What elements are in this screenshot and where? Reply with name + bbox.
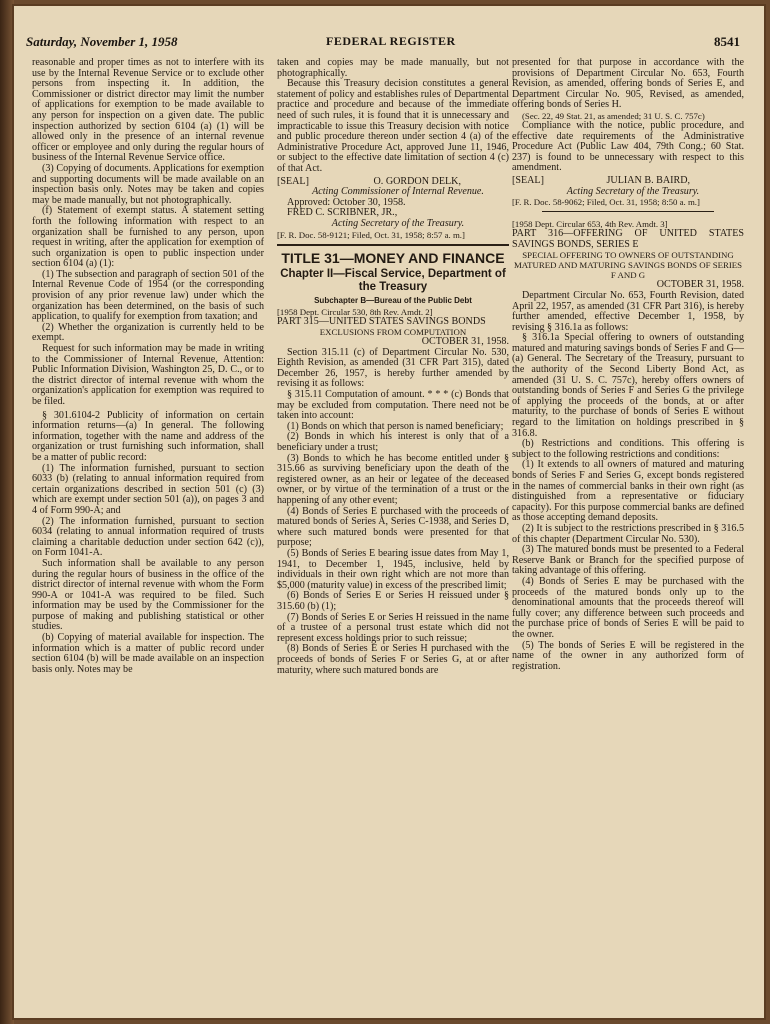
list-item: (6) Bonds of Series E or Series H reissued under § 315.60 (b) (1); bbox=[277, 590, 509, 612]
paragraph: (f) Statement of exempt status. A statement setting forth the following information with respect to an organization shall be furnished to any person, upon request in writing, after the application for exemption of such organization is open to public inspection under section 6104 (a) (1): bbox=[32, 205, 264, 270]
column-1 bbox=[32, 58, 264, 675]
paragraph: (b) Restrictions and conditions. This offering is subject to the following restrictions and conditions: bbox=[512, 438, 744, 460]
sub-heading: SPECIAL OFFERING TO OWNERS OF OUTSTANDING MATURED AND MATURING SAVINGS BONDS OF SERIES F AND G bbox=[513, 250, 743, 281]
list-item: (5) Bonds of Series E bearing issue dates from May 1, 1941, to December 1, 1945, inclusive, held by individuals in their own right which are not more than $5,000 (maturity value) in excess of the prescribed limit; bbox=[277, 547, 509, 591]
signer-title: Acting Secretary of the Treasury. bbox=[566, 185, 700, 197]
signer-title: Acting Secretary of the Treasury. bbox=[331, 217, 465, 229]
subchapter-heading: Subchapter B—Bureau of the Public Debt bbox=[314, 295, 472, 305]
binding-edge bbox=[0, 0, 14, 1024]
signer-title: Acting Commissioner of Internal Revenue. bbox=[312, 186, 484, 198]
paragraph: (1) The information furnished, pursuant to section 6033 (b) (relating to annual information required from certain organizations described in section 501 (c) (3) which are exempt under section 501 (a)), on pages 3 and 4 of Form 990-A; and bbox=[32, 462, 264, 516]
signer-name: O. GORDON DELK, bbox=[373, 175, 461, 187]
section-heading-paragraph: § 301.6104-2 Publicity of information on certain information returns—(a) In general. The following information, together with the name and address of the organization or trust furnishing such information, shall be a matter of public record: bbox=[32, 409, 264, 463]
paragraph: (4) Bonds of Series E may be purchased with the proceeds of the matured bonds only up to the denominational amounts that the proceeds thereof will fully cover; any difference between such proceeds and the purchase price of bonds of Series E will be paid to the owner. bbox=[512, 575, 744, 640]
header-date: Saturday, November 1, 1958 bbox=[26, 34, 178, 49]
paragraph: (1) It extends to all owners of matured and maturing bonds of Series F and Series G, except bonds registered in the names of commercial banks in their own right (as distinguished from a representative or fiduciary capacity). For this purpose commercial banks are defined as those accepting demand deposits. bbox=[512, 459, 744, 524]
paragraph: (5) The bonds of Series E will be registered in the name of the owner in any authorized form of registration. bbox=[512, 639, 744, 672]
list-item: (1) Bonds on which that person is named beneficiary; bbox=[287, 420, 504, 432]
paragraph: Such information shall be available to any person during the regular hours of business in the office of the district director of internal revenue with whom the Form 990-A or 1041-A was required to be filed. Such information may be used by the Commissioner for the purpose of making and publishing statistical or other studies. bbox=[32, 557, 264, 633]
title-heading: TITLE 31—MONEY AND FINANCE bbox=[281, 249, 505, 266]
date-line: OCTOBER 31, 1958. bbox=[656, 279, 744, 291]
circular-note: [1958 Dept. Circular 653, 4th Rev. Amdt. 3] bbox=[512, 219, 668, 230]
paragraph: presented for that purpose in accordance with the provisions of Department Circular No. 653, Fourth Revision, as amended, offering bonds of Series E, and Department Circular No. 905, Revised, as amended, offering bonds of Series H. bbox=[512, 57, 744, 111]
list-item: (4) Bonds of Series E purchased with the proceeds of matured bonds of Series A, Series C-1938, and Series D, where such matured bonds were presented for that purpose; bbox=[277, 505, 509, 549]
column-2 bbox=[277, 58, 509, 676]
paragraph: (3) The matured bonds must be presented to a Federal Reserve Bank or Branch for the specified purpose of taking advantage of this offering. bbox=[512, 544, 744, 577]
part-heading: PART 316—OFFERING OF UNITED STATES SAVINGS BONDS, SERIES E bbox=[512, 228, 744, 250]
paragraph: taken and copies may be made manually, but not photographically. bbox=[277, 57, 509, 79]
paragraph: § 315.11 Computation of amount. * * * (c) Bonds that may be excluded from computation. There need not be taken into account: bbox=[277, 389, 509, 422]
fr-doc-note: [F. R. Doc. 58-9121; Filed, Oct. 31, 1958; 8:57 a. m.] bbox=[277, 229, 465, 240]
paragraph: Request for such information may be made in writing to the Commissioner of Internal Revenue, Attention: Public Information Division, Washington 25, D. C., or to the district director of internal revenue with whom the organization's application for exemption was required to be filed. bbox=[32, 343, 264, 407]
seal-label: [SEAL] bbox=[512, 174, 544, 186]
paragraph: (1) The subsection and paragraph of section 501 of the Internal Revenue Code of 1954 (or the corresponding provision of any prior revenue law) under which the organization has been determined, on the basis of such application, to qualify for exemption from taxation; and bbox=[32, 268, 264, 323]
signer-name: FRED C. SCRIBNER, JR., bbox=[287, 207, 398, 219]
part-heading: PART 315—UNITED STATES SAVINGS BONDS bbox=[277, 315, 486, 327]
column-3 bbox=[512, 58, 744, 672]
list-item: (3) Bonds to which he has become entitled under § 315.66 as surviving beneficiary upon the death of the registered owner, as an heir or legatee of the deceased owner, or by virtue of the termination of a trust or the happening of any other event; bbox=[277, 452, 509, 506]
paragraph: reasonable and proper times as not to interfere with its use by the Internal Revenue Service or to exclude other persons from inspecting it. In addition, the Commissioner or district director may limit the number of applications for exemption to be made available to any person for inspection on a given date. The public inspection authorized by section 6104 (a) (1) will be allowed only in the presence of an internal revenue officer or employee and only during the regular hours of business of the Internal Revenue Service office. bbox=[32, 57, 264, 164]
sub-heading: EXCLUSIONS FROM COMPUTATION bbox=[319, 327, 467, 338]
page-number: 8541 bbox=[714, 34, 740, 49]
paragraph: Compliance with the notice, public procedure, and effective date requirements of the Administrative Procedure Act (Public Law 404, 79th Cong.; 60 Stat. 237) is found to be unnecessary with respect to this amendment. bbox=[512, 119, 744, 174]
paragraph: (3) Copying of documents. Applications for exemption and supporting documents will be made available on an inspection basis only. Notes may be taken and copies may be made manually, but not photographically. bbox=[32, 162, 264, 206]
circular-note: [1958 Dept. Circular 530, 8th Rev. Amdt. 2] bbox=[277, 306, 433, 317]
paragraph: Because this Treasury decision constitutes a general statement of policy and establishes rules of Departmental practice and procedure and because of the immediate need of such rules, it is found that it is unnecessary and impracticable to issue this Treasury decision with notice and public procedure thereon under section 4 (a) of the Administrative Procedure Act, approved June 11, 1946, or subject to the effective date limitation of section 4 (c) of that Act. bbox=[277, 78, 509, 174]
paragraph: § 316.1a Special offering to owners of outstanding matured and maturing savings bonds of Series F and G—(a) General. The Secretary of the Treasury, pursuant to the authority of the Second Liberty Bond Act, as amended (31 U. S. C. 757c), hereby offers owners of outstanding bonds of Series F and Series G the privilege of applying the proceeds of the bonds, at or after maturity, to the purchase of bonds of Series E without regard to the limitation on holdings prescribed in § 316.8. bbox=[512, 332, 744, 439]
date-line: OCTOBER 31, 1958. bbox=[421, 336, 509, 348]
signer-name: JULIAN B. BAIRD, bbox=[606, 174, 691, 186]
paragraph: (2) Whether the organization is currently held to be exempt. bbox=[32, 321, 264, 344]
chapter-heading: Chapter II—Fiscal Service, Department of the Treasury bbox=[280, 267, 506, 293]
paragraph: (b) Copying of material available for inspection. The information which is a matter of public record under section 6104 (b) will be made available on an inspection basis only. Notes may be bbox=[32, 632, 264, 675]
list-item: (2) Bonds in which his interest is only that of a beneficiary under a trust; bbox=[277, 431, 509, 454]
seal-mark bbox=[512, 176, 744, 187]
section-divider bbox=[277, 244, 509, 246]
paragraph: (2) It is subject to the restrictions prescribed in § 316.5 of this chapter (Department Circular No. 530). bbox=[512, 522, 744, 545]
section-divider bbox=[542, 211, 714, 212]
header-title: FEDERAL REGISTER bbox=[326, 34, 456, 48]
fr-doc-note: [F. R. Doc. 58-9062; Filed, Oct. 31, 1958; 8:50 a. m.] bbox=[512, 197, 700, 208]
paragraph: (2) The information furnished, pursuant to section 6034 (relating to annual information required of trusts claiming a charitable deduction under section 642 (c)), on Form 1041-A. bbox=[32, 515, 264, 559]
paragraph: Section 315.11 (c) of Department Circular No. 530, Eighth Revision, as amended (31 CFR Part 315), dated December 26, 1957, is hereby further amended by revising it as follows: bbox=[277, 346, 509, 390]
list-item: (7) Bonds of Series E or Series H reissued in the name of a trustee of a personal trust estate which did not represent excess holdings prior to such reissue; bbox=[277, 611, 509, 644]
page-header bbox=[26, 34, 740, 52]
list-item: (8) Bonds of Series E or Series H purchased with the proceeds of bonds of Series F or Series G, at or after maturity, where such matured bonds are bbox=[277, 643, 509, 676]
seal-label: [SEAL] bbox=[277, 175, 309, 187]
paragraph: Department Circular No. 653, Fourth Revision, dated April 22, 1957, as amended (31 CFR Part 316), is hereby further amended, effective December 1, 1958, by revising § 316.1a as follows: bbox=[512, 289, 744, 333]
approval-line: Approved: October 30, 1958. bbox=[287, 196, 406, 208]
authority-citation: (Sec. 22, 49 Stat. 21, as amended; 31 U. S. C. 757c) bbox=[522, 110, 705, 121]
